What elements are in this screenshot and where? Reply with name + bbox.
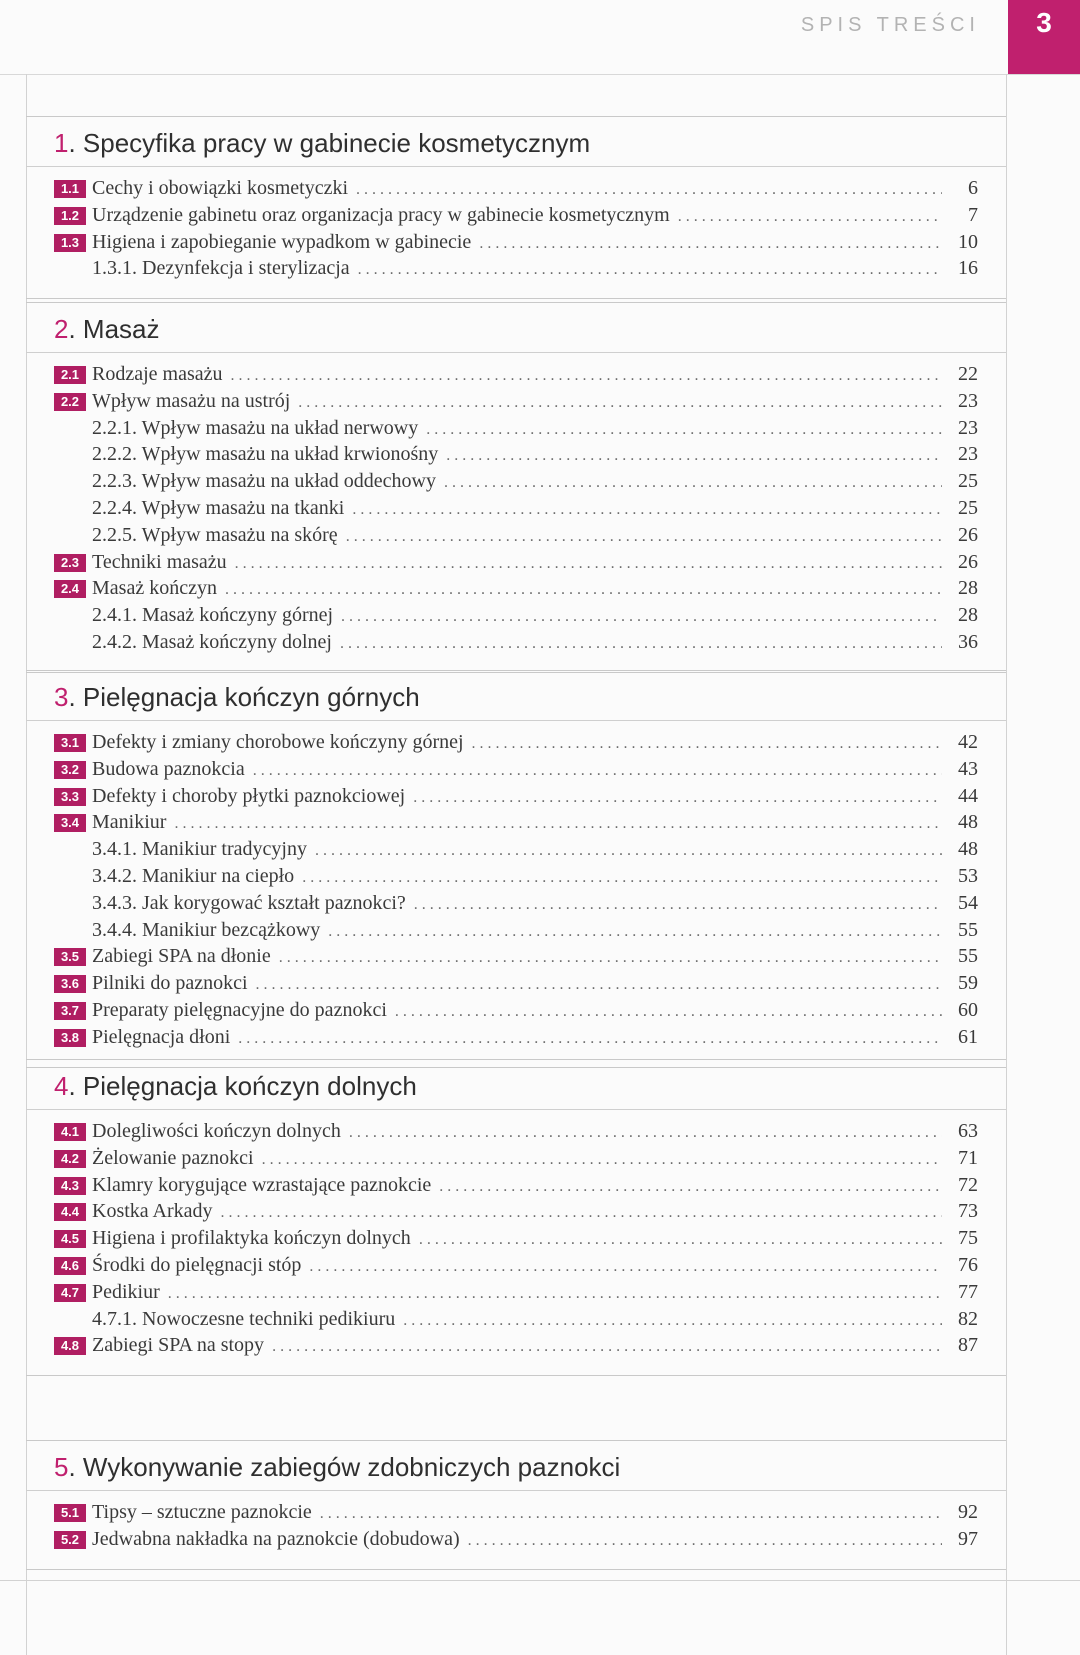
entry-page-number: 77 [958, 1280, 978, 1303]
dot-leader [444, 470, 942, 497]
section-number-badge: 3.4 [54, 814, 86, 832]
entry-label: 2.4.1. Masaż kończyny górnej [92, 604, 334, 627]
entry-label: Pedikiur [92, 1280, 160, 1303]
entry-page-number: 23 [958, 443, 978, 466]
dot-leader [225, 577, 942, 604]
chapter-section [26, 1440, 1006, 1570]
entry-page-number: 25 [958, 496, 978, 519]
section-number-badge: 3.2 [54, 761, 86, 779]
dot-leader [352, 497, 942, 524]
chapter-title[interactable] [26, 1060, 1006, 1110]
toc-entry[interactable] [26, 783, 1006, 810]
entry-page-number: 82 [958, 1307, 978, 1330]
entry-label: Cechy i obowiązki kosmetyczki [92, 177, 349, 199]
entry-page-number: 28 [958, 604, 978, 627]
right-margin-line [1006, 74, 1007, 1655]
entry-page-number: 48 [958, 811, 978, 834]
chapter-title[interactable] [26, 303, 1006, 353]
section-number-badge: 4.5 [54, 1230, 86, 1248]
entry-page-number: 54 [958, 891, 978, 914]
toc-entry[interactable] [26, 756, 1006, 783]
entry-page-number: 22 [958, 363, 978, 385]
entry-label: 3.4.1. Manikiur tradycyjny [92, 838, 307, 861]
section-number-badge: 3.5 [54, 948, 86, 966]
entry-label: 3.4.3. Jak korygować kształt paznokci? [92, 891, 406, 914]
dot-leader [678, 204, 942, 231]
toc-subentry[interactable] [26, 836, 1006, 863]
entry-page-number: 26 [958, 550, 978, 573]
entry-label: Higiena i profilaktyka kończyn dolnych [92, 1227, 411, 1250]
toc-entry[interactable] [26, 1526, 1006, 1553]
section-number-badge: 2.3 [54, 554, 86, 572]
bottom-rule [0, 1580, 1080, 1581]
chapter-number: 1 [54, 128, 69, 158]
dot-leader [231, 363, 943, 390]
entry-label: Pilniki do paznokci [92, 972, 248, 995]
toc-subentry[interactable] [26, 495, 1006, 522]
chapter-number-dot: . [68, 1452, 83, 1482]
dot-leader [472, 731, 942, 758]
toc-entry[interactable] [26, 1024, 1006, 1051]
entries-list [26, 1491, 1006, 1553]
entry-label: Preparaty pielęgnacyjne do paznokci [92, 998, 387, 1021]
section-number-badge: 3.1 [54, 734, 86, 752]
chapter-number: 2 [54, 314, 69, 344]
entry-label: Wpływ masażu na ustrój [92, 389, 291, 412]
dot-leader [356, 177, 942, 204]
entry-label: Żelowanie paznokci [92, 1146, 254, 1169]
chapter-number-dot: . [68, 128, 83, 158]
section-number-badge: 2.4 [54, 580, 86, 598]
toc-entry[interactable] [26, 549, 1006, 576]
entry-page-number: 55 [958, 945, 978, 968]
entry-label: Techniki masażu [92, 550, 227, 573]
entry-label: Urządzenie gabinetu oraz organizacja pracy w gabinecie kosmetycznym [92, 203, 670, 226]
entry-page-number: 92 [958, 1501, 978, 1523]
toc-entry[interactable] [26, 1499, 1006, 1526]
entry-label: Higiena i zapobieganie wypadkom w gabinecie [92, 230, 472, 253]
entry-label: Środki do pielęgnacji stóp [92, 1253, 302, 1276]
dot-leader [358, 257, 942, 284]
dot-leader [302, 865, 942, 892]
section-number-badge: 5.2 [54, 1531, 86, 1549]
toc-entry[interactable] [26, 361, 1006, 388]
section-number-badge: 1.2 [54, 207, 86, 225]
dot-leader [468, 1528, 942, 1555]
entry-page-number: 10 [958, 230, 978, 253]
toc-entry[interactable] [26, 1118, 1006, 1145]
chapter-title-text: Wykonywanie zabiegów zdobniczych paznokci [82, 1452, 621, 1482]
dot-leader [439, 1174, 942, 1201]
section-number-badge: 4.7 [54, 1284, 86, 1302]
chapter-title[interactable] [26, 1441, 1006, 1491]
dot-leader [349, 1120, 942, 1147]
toc-entry[interactable] [26, 809, 1006, 836]
entry-label: Pielęgnacja dłoni [92, 1025, 231, 1048]
entry-page-number: 26 [958, 523, 978, 546]
entry-label: Defekty i choroby płytki paznokciowej [92, 784, 406, 807]
section-number-badge: 4.4 [54, 1203, 86, 1221]
chapter-title-text: Pielęgnacja kończyn górnych [82, 682, 420, 712]
toc-subentry[interactable] [26, 863, 1006, 890]
toc-entry[interactable] [26, 1172, 1006, 1199]
section-number-badge: 1.3 [54, 234, 86, 252]
dot-leader [315, 838, 942, 865]
toc-entry[interactable] [26, 1279, 1006, 1306]
entry-page-number: 97 [958, 1527, 978, 1550]
entry-label: 2.2.5. Wpływ masażu na skórę [92, 523, 338, 546]
entry-page-number: 23 [958, 416, 978, 439]
chapter-section [26, 1059, 1006, 1376]
entry-label: Kostka Arkady [92, 1200, 213, 1223]
section-number-badge: 4.3 [54, 1177, 86, 1195]
section-number-badge: 1.1 [54, 180, 86, 198]
dot-leader [395, 999, 942, 1026]
chapter-number: 3 [54, 682, 69, 712]
entries-list [26, 353, 1006, 656]
dot-leader [446, 443, 942, 470]
entry-label: Budowa paznokcia [92, 757, 245, 780]
entry-page-number: 7 [968, 203, 978, 226]
toc-entry[interactable] [26, 729, 1006, 756]
toc-subentry[interactable] [26, 917, 1006, 944]
dot-leader [298, 390, 942, 417]
page-number-tab: 3 [1008, 0, 1080, 74]
entry-page-number: 76 [958, 1253, 978, 1276]
section-number-badge: 3.8 [54, 1029, 86, 1047]
header-rule [0, 74, 1080, 75]
section-header-title: SPIS TREŚCI [800, 14, 980, 36]
dot-leader [256, 972, 942, 999]
dot-leader [328, 919, 942, 946]
toc-subentry[interactable] [26, 255, 1006, 282]
chapter-section [26, 670, 1006, 1068]
entry-page-number: 59 [958, 972, 978, 995]
entry-page-number: 25 [958, 470, 978, 493]
entries-list [26, 1110, 1006, 1359]
dot-leader [279, 945, 942, 972]
entry-label: 2.2.4. Wpływ masażu na tkanki [92, 496, 345, 519]
entry-label: Manikiur [92, 811, 167, 834]
dot-leader [309, 1254, 942, 1281]
dot-leader [340, 631, 942, 658]
entry-page-number: 73 [958, 1200, 978, 1223]
entry-label: 3.4.2. Manikiur na ciepło [92, 864, 295, 887]
entry-label: Dolegliwości kończyn dolnych [92, 1120, 341, 1142]
section-number-badge: 5.1 [54, 1504, 86, 1522]
entry-page-number: 43 [958, 757, 978, 780]
toc-subentry[interactable] [26, 629, 1006, 656]
entry-page-number: 28 [958, 577, 978, 600]
dot-leader [419, 1227, 942, 1254]
toc-entry[interactable] [26, 1145, 1006, 1172]
entry-label: Klamry korygujące wzrastające paznokcie [92, 1173, 432, 1196]
entry-page-number: 63 [958, 1120, 978, 1142]
dot-leader [414, 892, 942, 919]
entry-page-number: 61 [958, 1025, 978, 1048]
entry-label: 1.3.1. Dezynfekcja i sterylizacja [92, 257, 350, 280]
chapter-number-dot: . [68, 314, 83, 344]
entry-label: Masaż kończyn [92, 577, 217, 600]
entry-page-number: 72 [958, 1173, 978, 1196]
toc-entry[interactable] [26, 1225, 1006, 1252]
entry-page-number: 53 [958, 864, 978, 887]
entry-page-number: 36 [958, 630, 978, 653]
toc-subentry[interactable] [26, 415, 1006, 442]
dot-leader [262, 1147, 942, 1174]
entry-label: 4.7.1. Nowoczesne techniki pedikiuru [92, 1307, 396, 1330]
toc-subentry[interactable] [26, 441, 1006, 468]
entry-label: 2.2.1. Wpływ masażu na układ nerwowy [92, 416, 419, 439]
entries-list [26, 167, 1006, 282]
section-number-badge: 3.6 [54, 975, 86, 993]
dot-leader [253, 758, 942, 785]
entries-list [26, 721, 1006, 1051]
entry-label: Zabiegi SPA na dłonie [92, 945, 271, 968]
entry-page-number: 60 [958, 998, 978, 1021]
toc-entry[interactable] [26, 1332, 1006, 1359]
toc-entry[interactable] [26, 229, 1006, 256]
dot-leader [479, 231, 942, 258]
chapter-number: 5 [54, 1452, 69, 1482]
toc-entry[interactable] [26, 575, 1006, 602]
toc-entry[interactable] [26, 970, 1006, 997]
entry-page-number: 16 [958, 257, 978, 280]
entry-page-number: 71 [958, 1146, 978, 1169]
toc-subentry[interactable] [26, 602, 1006, 629]
entry-page-number: 6 [968, 177, 978, 199]
chapter-section [26, 302, 1006, 673]
entry-label: Defekty i zmiany chorobowe kończyny górnej [92, 731, 464, 753]
toc-subentry[interactable] [26, 890, 1006, 917]
entry-page-number: 23 [958, 389, 978, 412]
entry-label: 2.4.2. Masaż kończyny dolnej [92, 630, 332, 653]
section-number-badge: 4.8 [54, 1337, 86, 1355]
toc-entry[interactable] [26, 997, 1006, 1024]
entry-label: Zabiegi SPA na stopy [92, 1334, 265, 1357]
entry-label: 2.2.3. Wpływ masażu na układ oddechowy [92, 470, 436, 493]
toc-entry[interactable] [26, 1252, 1006, 1279]
dot-leader [426, 417, 942, 444]
chapter-number-dot: . [68, 682, 83, 712]
chapter-section [26, 116, 1006, 299]
toc-subentry[interactable] [26, 1306, 1006, 1333]
entry-label: Jedwabna nakładka na paznokcie (dobudowa) [92, 1527, 460, 1550]
section-number-badge: 4.6 [54, 1257, 86, 1275]
entry-page-number: 75 [958, 1227, 978, 1250]
toc-entry[interactable] [26, 388, 1006, 415]
entry-page-number: 87 [958, 1334, 978, 1357]
chapter-title[interactable] [26, 117, 1006, 167]
toc-subentry[interactable] [26, 468, 1006, 495]
chapter-number-dot: . [68, 1071, 83, 1101]
entry-page-number: 42 [958, 731, 978, 753]
entry-page-number: 55 [958, 918, 978, 941]
chapter-title-text: Specyfika pracy w gabinecie kosmetycznym [82, 128, 591, 158]
entry-label: Tipsy – sztuczne paznokcie [92, 1501, 312, 1523]
chapter-number: 4 [54, 1071, 69, 1101]
section-number-badge: 3.7 [54, 1002, 86, 1020]
toc-entry[interactable] [26, 202, 1006, 229]
dot-leader [341, 604, 942, 631]
toc-subentry[interactable] [26, 522, 1006, 549]
toc-entry[interactable] [26, 175, 1006, 202]
entry-label: Rodzaje masażu [92, 363, 223, 385]
dot-leader [413, 785, 942, 812]
chapter-title-text: Masaż [82, 314, 160, 344]
dot-leader [346, 524, 942, 551]
chapter-title-text: Pielęgnacja kończyn dolnych [82, 1071, 417, 1101]
toc-entry[interactable] [26, 943, 1006, 970]
entry-label: 2.2.2. Wpływ masażu na układ krwionośny [92, 443, 439, 466]
entry-label: 3.4.4. Manikiur bezcążkowy [92, 918, 321, 941]
dot-leader [403, 1308, 942, 1335]
section-number-badge: 2.1 [54, 366, 86, 384]
dot-leader [221, 1200, 942, 1227]
chapter-title[interactable] [26, 671, 1006, 721]
toc-entry[interactable] [26, 1198, 1006, 1225]
section-number-badge: 4.1 [54, 1123, 86, 1141]
dot-leader [174, 811, 942, 838]
dot-leader [235, 551, 942, 578]
entry-page-number: 48 [958, 838, 978, 861]
section-number-badge: 4.2 [54, 1150, 86, 1168]
dot-leader [238, 1026, 942, 1053]
section-number-badge: 3.3 [54, 788, 86, 806]
dot-leader [168, 1281, 942, 1308]
entry-page-number: 44 [958, 784, 978, 807]
dot-leader [272, 1334, 942, 1361]
dot-leader [320, 1501, 942, 1528]
section-number-badge: 2.2 [54, 393, 86, 411]
